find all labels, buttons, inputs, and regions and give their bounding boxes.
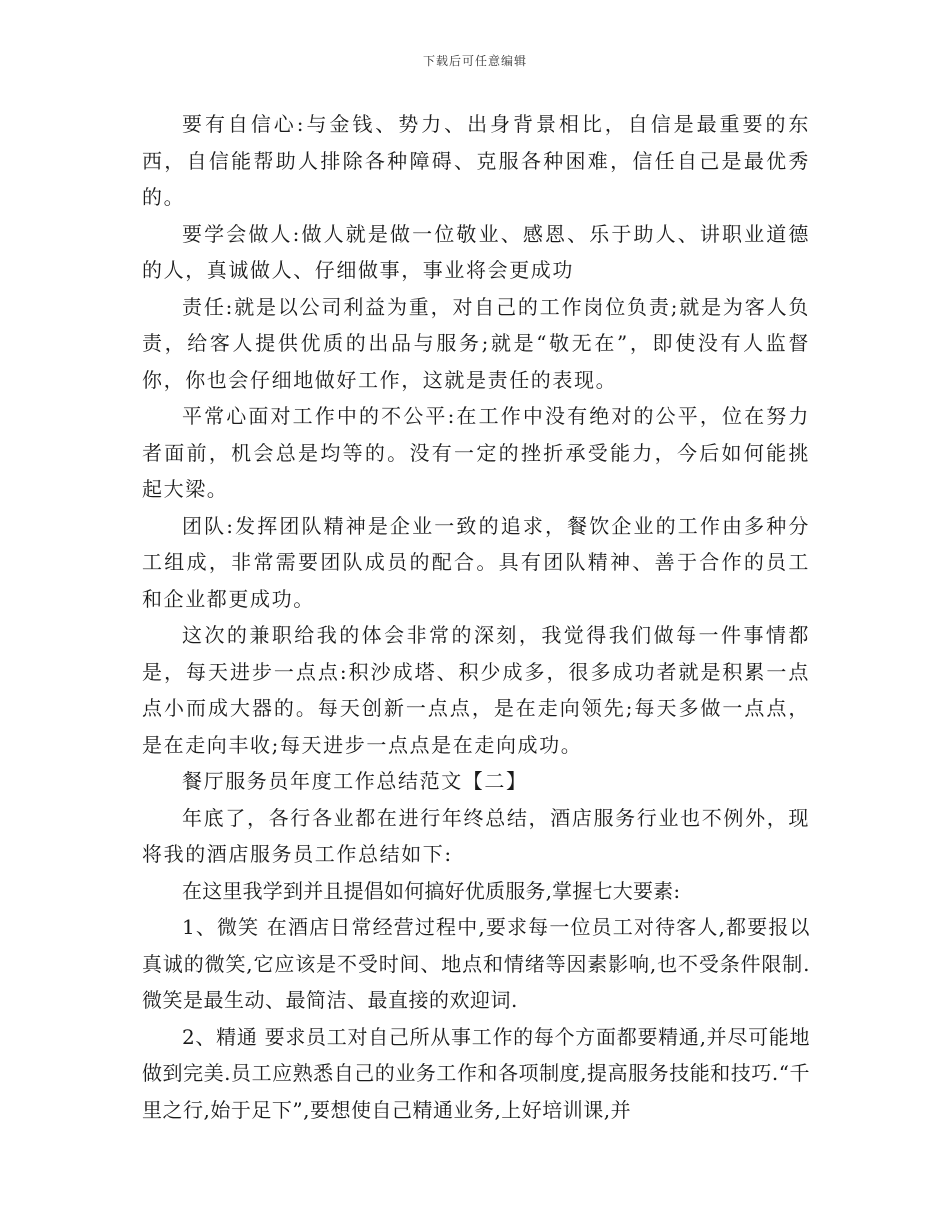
paragraph-self-confidence: 要有自信心:与金钱、势力、出身背景相比，自信是最重要的东西，自信能帮助人排除各种障碍、克服各种困难，信任自己是最优秀的。 [142,112,810,209]
paragraph-seven-elements: 在这里我学到并且提倡如何搞好优质服务,掌握七大要素: [182,878,681,903]
list-item-proficiency: 2、精通 要求员工对自己所从事工作的每个方面都要精通,并尽可能地做到完美.员工应熟悉自己的业务工作和各项制度,提高服务技能和技巧.“千里之行,始于足下”,要想使自己精通业务,上好培训课,并 [142,1024,810,1122]
paragraph-calm-mind: 平常心面对工作中的不公平:在工作中没有绝对的公平，位在努力者面前，机会总是均等的。没有一定的挫折承受能力，今后如何能挑起大梁。 [142,404,810,501]
paragraph-responsibility: 责任:就是以公司利益为重，对自己的工作岗位负责;就是为客人负责，给客人提供优质的出品与服务;就是“敬无在”，即使没有人监督你，你也会仔细地做好工作，这就是责任的表现。 [142,294,810,392]
section-heading: 餐厅服务员年度工作总结范文【二】 [182,769,528,793]
paragraph-being-a-person: 要学会做人:做人就是做一位敬业、感恩、乐于助人、讲职业道德的人，真诚做人、仔细做事，事业将会更成功 [142,221,810,282]
paragraph-year-end: 年底了，各行各业都在进行年终总结，酒店服务行业也不例外，现将我的酒店服务员工作总结如下: [142,805,810,866]
page-header-note: 下载后可任意编辑 [422,54,527,68]
paragraph-reflection: 这次的兼职给我的体会非常的深刻，我觉得我们做每一件事情都是，每天进步一点点:积沙成塔、积少成多，很多成功者就是积累一点点小而成大器的。每天创新一点点，是在走向领先;每天多做一点点，是在走向丰收;每天进步一点点是在走向成功。 [142,623,810,757]
paragraph-teamwork: 团队:发挥团队精神是企业一致的追求，餐饮企业的工作由多种分工组成，非常需要团队成员的配合。具有团队精神、善于合作的员工和企业都更成功。 [142,513,810,611]
document-body [142,106,810,1128]
list-item-smile: 1、微笑 在酒店日常经营过程中,要求每一位员工对待客人,都要报以真诚的微笑,它应该是不受时间、地点和情绪等因素影响,也不受条件限制.微笑是最生动、最简洁、最直接的欢迎词. [142,915,810,1012]
